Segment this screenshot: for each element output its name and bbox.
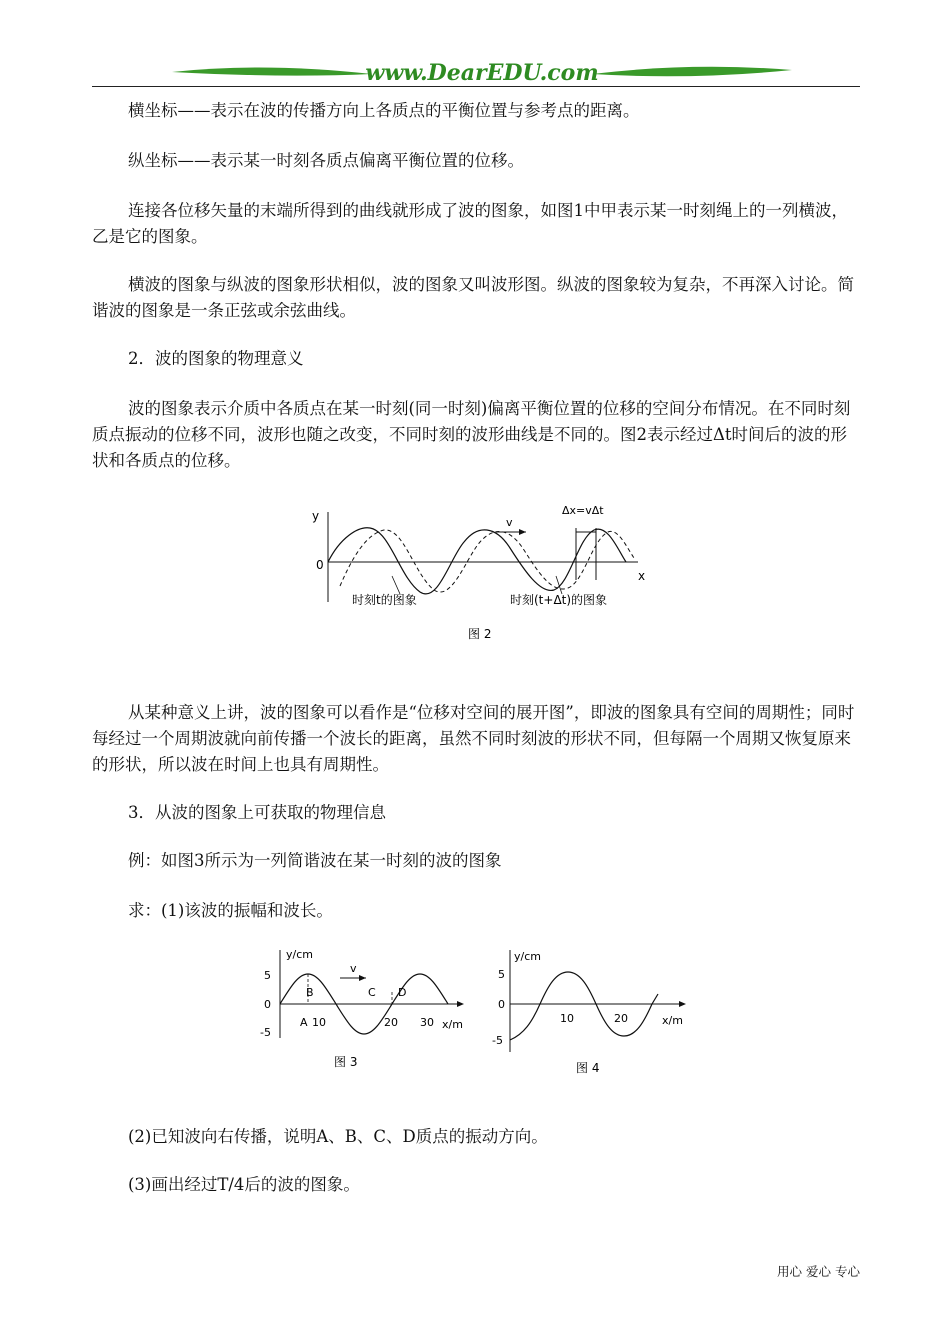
fig3-x-tick-20: 20 <box>384 1016 398 1029</box>
fig2-x-label: x <box>638 569 646 583</box>
fig3-caption: 图 3 <box>334 1055 358 1069</box>
paragraph-periodicity: 从某种意义上讲，波的图象可以看作是“位移对空间的展开图”，即波的图象具有空间的周期性；同时每经过一个周期波就向前传播一个波长的距离，虽然不同时刻波的形状不同，但每隔一个周期又恢复原来的形状，所以波在时间上也具有周期性。 <box>92 703 855 774</box>
fig3-x-tick-10: 10 <box>312 1016 326 1029</box>
fig2-leader-t <box>392 576 400 594</box>
logo-right-swoosh <box>592 67 792 76</box>
fig4-x-label: x/m <box>662 1014 683 1027</box>
paragraph-physical-meaning: 波的图象表示介质中各质点在某一时刻(同一时刻)偏离平衡位置的位移的空间分布情况。在不同时刻质点振动的位移不同，波形也随之改变，不同时刻的波形曲线是不同的。图2表示经过Δt时间后的波的形状和各质点的位移。 <box>92 399 851 470</box>
paragraph-horizontal-axis: 横坐标——表示在波的传播方向上各质点的平衡位置与参考点的距离。 <box>128 101 640 120</box>
fig2-wave-t <box>328 528 626 594</box>
fig2-y-label: y <box>312 509 320 523</box>
fig3-y-tick-5: 5 <box>264 969 271 982</box>
fig3-point-a: A <box>300 1016 308 1029</box>
page-header <box>92 58 860 90</box>
logo-text: www.DearEDU.com <box>365 60 599 86</box>
section-heading-2: 2．波的图象的物理意义 <box>128 349 304 368</box>
page-footer: 用心 爱心 专心 <box>777 1264 860 1279</box>
fig2-velocity-label: v <box>506 516 513 529</box>
fig4-y-tick-5: 5 <box>498 968 505 981</box>
paragraph-question-3: (3)画出经过T/4后的波的图象。 <box>128 1175 360 1194</box>
fig2-caption: 图 2 <box>468 627 492 641</box>
fig4-x-arrowhead <box>679 1001 686 1007</box>
fig2-label-t2: 时刻(t+Δt)的图象 <box>510 593 608 607</box>
fig2-velocity-arrowhead <box>519 529 526 535</box>
logo-left-swoosh <box>172 67 372 75</box>
fig3-point-c: C <box>368 986 376 999</box>
section-heading-3: 3．从波的图象上可获取的物理信息 <box>128 803 386 822</box>
fig3-y-label: y/cm <box>286 948 313 961</box>
fig3-velocity-label: v <box>350 962 357 975</box>
paragraph-transverse-longitudinal: 横波的图象与纵波的图象形状相似，波的图象又叫波形图。纵波的图象较为复杂，不再深入讨论。简谐波的图象是一条正弦或余弦曲线。 <box>92 275 854 320</box>
fig3-x-label: x/m <box>442 1018 463 1031</box>
fig4-y-tick-0: 0 <box>498 998 505 1011</box>
paragraph-vertical-axis: 纵坐标——表示某一时刻各质点偏离平衡位置的位移。 <box>128 151 524 170</box>
fig4-wave <box>510 972 658 1040</box>
fig4-x-tick-20: 20 <box>614 1012 628 1025</box>
paragraph-question-2: (2)已知波向右传播，说明A、B、C、D质点的振动方向。 <box>128 1127 548 1146</box>
fig2-dx-label: Δx=vΔt <box>562 504 604 517</box>
header-rule <box>92 86 860 87</box>
fig3-point-b: B <box>306 986 314 999</box>
paragraph-example: 例：如图3所示为一列简谐波在某一时刻的波的图象 <box>128 851 502 870</box>
fig3-y-tick-neg5: -5 <box>260 1026 271 1039</box>
fig2-label-t: 时刻t的图象 <box>352 593 417 607</box>
fig3-y-tick-0: 0 <box>264 998 271 1011</box>
paragraph-question-1: 求：(1)该波的振幅和波长。 <box>128 901 333 920</box>
fig3-x-tick-30: 30 <box>420 1016 434 1029</box>
fig3-velocity-arrowhead <box>359 975 366 981</box>
fig2-origin-label: 0 <box>316 558 324 572</box>
figure-3 <box>256 944 476 1076</box>
paragraph-wave-curve: 连接各位移矢量的末端所得到的曲线就形成了波的图象，如图1中甲表示某一时刻绳上的一列横波，乙是它的图象。 <box>92 201 848 246</box>
fig3-point-d: D <box>398 986 407 999</box>
fig4-y-label: y/cm <box>514 950 541 963</box>
fig4-x-tick-10: 10 <box>560 1012 574 1025</box>
fig2-wave-t-plus-dt <box>340 530 634 592</box>
deareduu-logo <box>172 58 792 88</box>
fig4-caption: 图 4 <box>576 1061 600 1075</box>
figure-2 <box>300 498 660 646</box>
figure-4 <box>486 940 696 1080</box>
fig3-x-arrowhead <box>457 1001 464 1007</box>
fig4-y-tick-neg5: -5 <box>492 1034 503 1047</box>
